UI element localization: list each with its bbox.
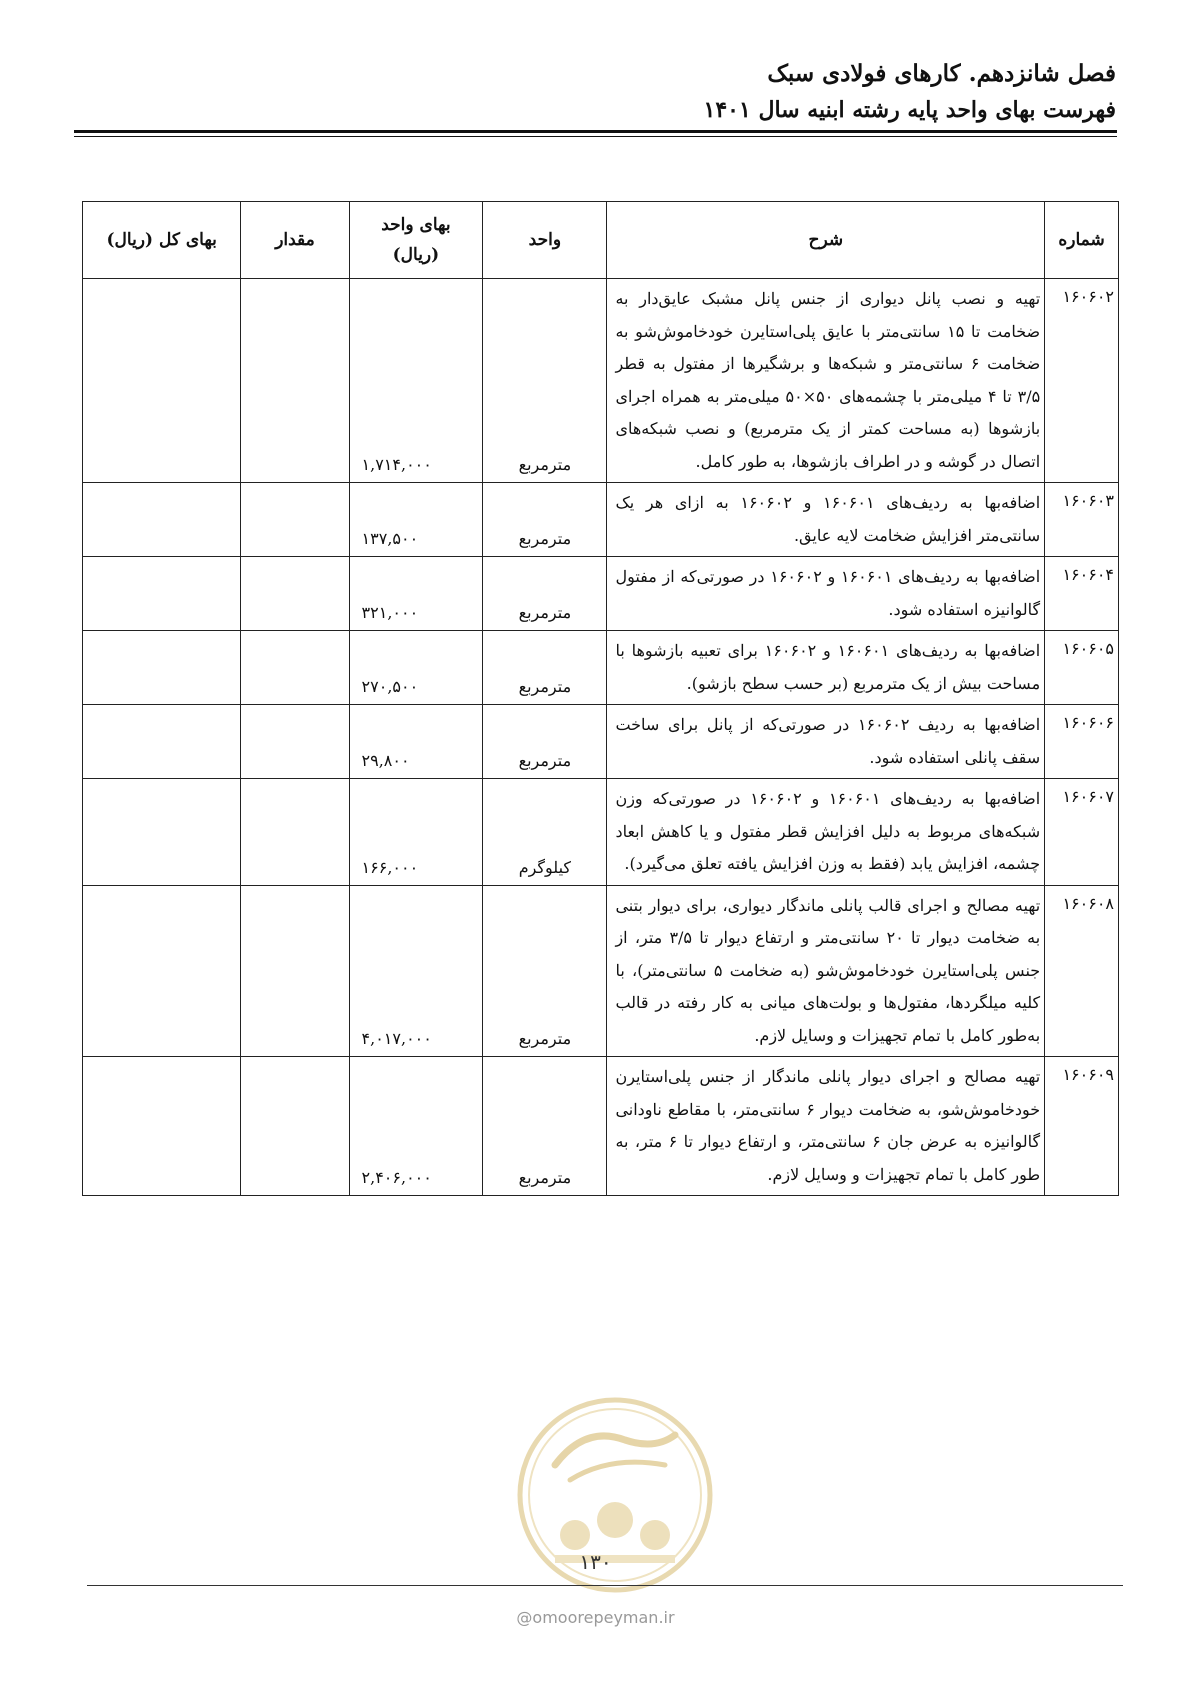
row-total: [83, 631, 241, 705]
row-quantity: [241, 705, 349, 779]
row-unit: مترمربع: [483, 1057, 607, 1196]
table-row: [83, 279, 1119, 483]
row-total: [83, 779, 241, 886]
header-number: شماره: [1045, 202, 1119, 279]
row-number: ۱۶۰۶۰۲: [1045, 279, 1119, 483]
row-total: [83, 1057, 241, 1196]
table-row: [83, 557, 1119, 631]
row-description: تهیه و نصب پانل دیواری از جنس پانل مشبک عایق‌دار به ضخامت تا ۱۵ سانتی‌متر با عایق پلی‌استایرن خودخاموش‌شو به ضخامت ۶ سانتی‌متر و شبکه‌ها و برشگیرها از مفتول به قطر ۳/۵ تا ۴ میلی‌متر با چشمه‌های ۵۰×۵۰ میلی‌متر به همراه اجرای بازشوها (به مساحت کمتر از یک مترمربع) و نصب شبکه‌های اتصال در گوشه و در اطراف بازشوها، به طور کامل.: [607, 279, 1045, 483]
header-unit: واحد: [483, 202, 607, 279]
row-unit-price: ۴,۰۱۷,۰۰۰: [349, 885, 483, 1057]
row-description: تهیه مصالح و اجرای دیوار پانلی ماندگار از جنس پلی‌استایرن خودخاموش‌شو، به ضخامت دیوار ۶ سانتی‌متر، با مقاطع ناودانی گالوانیزه به عرض جان ۶ سانتی‌متر، و ارتفاع دیوار تا ۶ متر، به طور کامل با تمام تجهیزات و وسایل لازم.: [607, 1057, 1045, 1196]
row-total: [83, 557, 241, 631]
table-row: [83, 483, 1119, 557]
row-unit: مترمربع: [483, 631, 607, 705]
chapter-title: فصل شانزدهم. کارهای فولادی سبک: [767, 60, 1116, 87]
price-table: [82, 201, 1119, 1196]
row-unit: مترمربع: [483, 885, 607, 1057]
row-number: ۱۶۰۶۰۵: [1045, 631, 1119, 705]
row-description: تهیه مصالح و اجرای قالب پانلی ماندگار دیواری، برای دیوار بتنی به ضخامت دیوار تا ۲۰ سانتی‌متر و ارتفاع دیوار تا ۳/۵ متر، از جنس پلی‌استایرن خودخاموش‌شو (به ضخامت ۵ سانتی‌متر)، با کلیه میلگردها، مفتول‌ها و بولت‌های میانی به کار رفته در قالب به‌طور کامل با تمام تجهیزات و وسایل لازم.: [607, 885, 1045, 1057]
row-description: اضافه‌بها به ردیف‌های ۱۶۰۶۰۱ و ۱۶۰۶۰۲ برای تعبیه بازشوها با مساحت بیش از یک مترمربع (بر حسب سطح بازشو).: [607, 631, 1045, 705]
header-quantity: مقدار: [241, 202, 349, 279]
table-row: [83, 885, 1119, 1057]
price-list-title: فهرست بهای واحد پایه رشته ابنیه سال ۱۴۰۱: [703, 97, 1116, 123]
row-quantity: [241, 557, 349, 631]
row-unit-price: ۲۹,۸۰۰: [349, 705, 483, 779]
row-unit-price: ۱,۷۱۴,۰۰۰: [349, 279, 483, 483]
row-unit: مترمربع: [483, 483, 607, 557]
row-quantity: [241, 483, 349, 557]
row-description: اضافه‌بها به ردیف‌های ۱۶۰۶۰۱ و ۱۶۰۶۰۲ در صورتی‌که وزن شبکه‌های مربوط به دلیل افزایش قطر مفتول و یا کاهش ابعاد چشمه، افزایش یابد (فقط به وزن افزایش یافته تعلق می‌گیرد).: [607, 779, 1045, 886]
row-description: اضافه‌بها به ردیف‌های ۱۶۰۶۰۱ و ۱۶۰۶۰۲ در صورتی‌که از مفتول گالوانیزه استفاده شود.: [607, 557, 1045, 631]
row-number: ۱۶۰۶۰۸: [1045, 885, 1119, 1057]
row-quantity: [241, 631, 349, 705]
row-total: [83, 483, 241, 557]
table-row: [83, 779, 1119, 886]
header-rule-thin: [74, 136, 1117, 137]
row-number: ۱۶۰۶۰۳: [1045, 483, 1119, 557]
row-unit: مترمربع: [483, 279, 607, 483]
table-row: [83, 1057, 1119, 1196]
row-description: اضافه‌بها به ردیف ۱۶۰۶۰۲ در صورتی‌که از پانل برای ساخت سقف پانلی استفاده شود.: [607, 705, 1045, 779]
row-unit-price: ۲۷۰,۵۰۰: [349, 631, 483, 705]
row-unit-price: ۲,۴۰۶,۰۰۰: [349, 1057, 483, 1196]
table-row: [83, 631, 1119, 705]
header-description: شرح: [607, 202, 1045, 279]
page-number: ۱۳۰: [579, 1550, 612, 1574]
header-total-price: بهای کل (ریال): [83, 202, 241, 279]
row-number: ۱۶۰۶۰۷: [1045, 779, 1119, 886]
header-rule-thick: [74, 130, 1117, 133]
row-quantity: [241, 779, 349, 886]
row-total: [83, 885, 241, 1057]
row-unit: کیلوگرم: [483, 779, 607, 886]
row-quantity: [241, 279, 349, 483]
table-header-row: [83, 202, 1119, 279]
row-number: ۱۶۰۶۰۹: [1045, 1057, 1119, 1196]
header-unit-price: بهای واحد (ریال): [349, 202, 483, 279]
row-unit-price: ۱۳۷,۵۰۰: [349, 483, 483, 557]
table-row: [83, 705, 1119, 779]
row-total: [83, 279, 241, 483]
row-number: ۱۶۰۶۰۴: [1045, 557, 1119, 631]
row-unit-price: ۳۲۱,۰۰۰: [349, 557, 483, 631]
row-unit: مترمربع: [483, 557, 607, 631]
row-unit: مترمربع: [483, 705, 607, 779]
footer-rule: [87, 1585, 1123, 1586]
row-quantity: [241, 1057, 349, 1196]
row-description: اضافه‌بها به ردیف‌های ۱۶۰۶۰۱ و ۱۶۰۶۰۲ به ازای هر یک سانتی‌متر افزایش ضخامت لایه عایق.: [607, 483, 1045, 557]
row-total: [83, 705, 241, 779]
row-number: ۱۶۰۶۰۶: [1045, 705, 1119, 779]
website-watermark: @omoorepeyman.ir: [516, 1608, 675, 1627]
page-header: [704, 56, 1116, 128]
row-unit-price: ۱۶۶,۰۰۰: [349, 779, 483, 886]
row-quantity: [241, 885, 349, 1057]
